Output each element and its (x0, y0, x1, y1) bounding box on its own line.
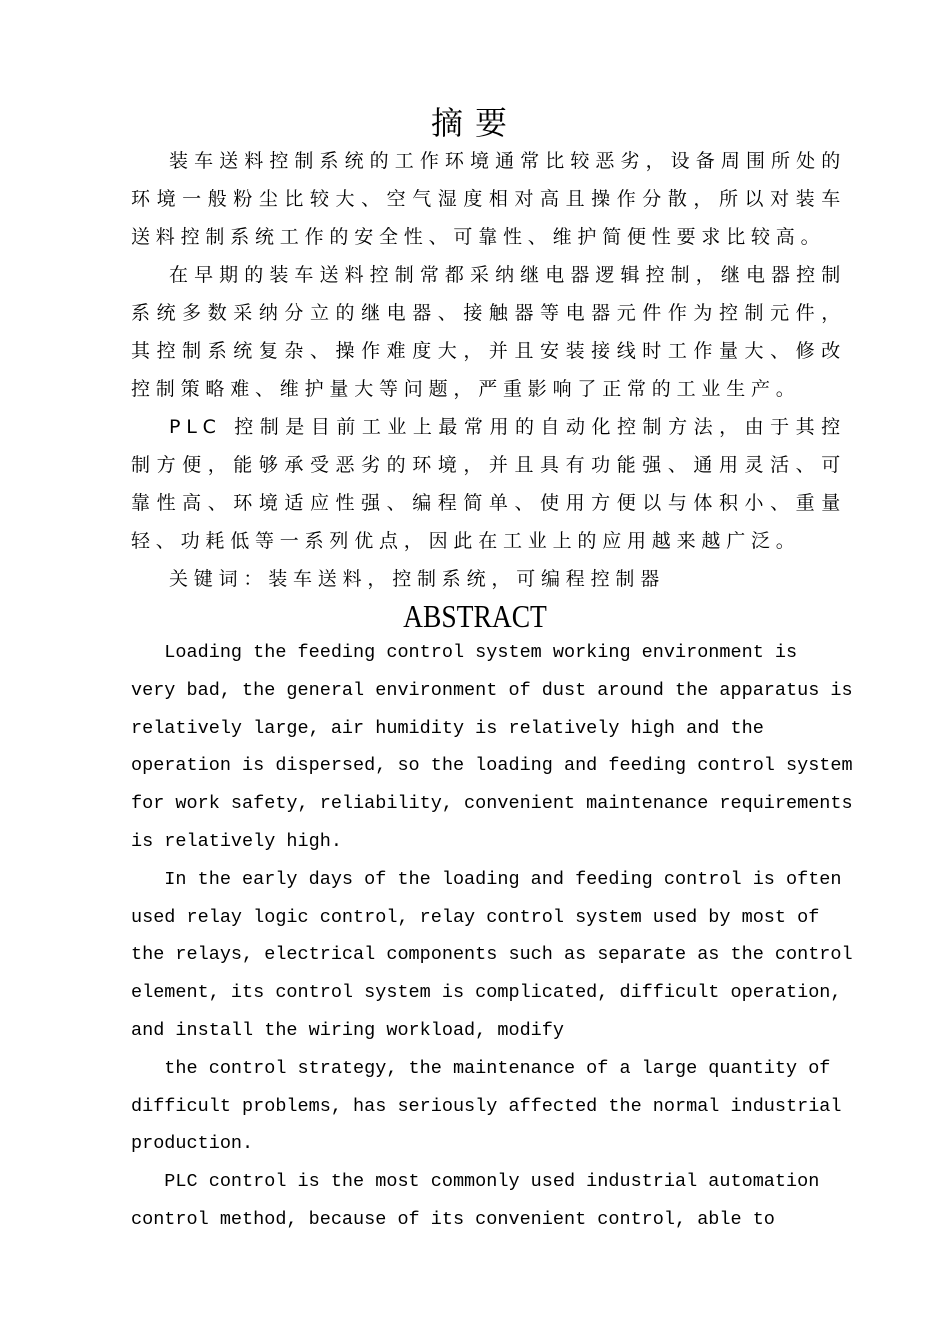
english-line: the control strategy, the maintenance of a large quantity of (131, 1057, 831, 1079)
english-line: element, its control system is complicated, difficult operation, (131, 982, 842, 1004)
english-line: is relatively high. (131, 830, 342, 852)
chinese-keywords: 关键词：装车送料，控制系统，可编程控制器 (169, 568, 666, 590)
english-line: difficult problems, has seriously affected the normal industrial (131, 1095, 842, 1117)
english-line: Loading the feeding control system working environment is (131, 642, 798, 663)
english-line: and install the wiring workload, modify (131, 1019, 564, 1041)
english-line: control method, because of its convenient control, able to (131, 1208, 775, 1230)
english-line: In the early days of the loading and feeding control is often (131, 868, 842, 890)
english-line: used relay logic control, relay control system used by most of (131, 906, 820, 928)
english-line: very bad, the general environment of dust around the apparatus is (131, 679, 853, 701)
chinese-paragraph-1: 装车送料控制系统的工作环境通常比较恶劣，设备周围所处的环境一般粉尘比较大、空气湿度相对高且操作分散，所以对装车送料控制系统工作的安全性、可靠性、维护简便性要求比较高。 (131, 150, 846, 248)
chinese-abstract-title: 摘要 (430, 104, 519, 142)
english-line: production. (131, 1133, 254, 1155)
chinese-abstract-body (131, 142, 846, 598)
chinese-paragraph-3: PLC 控制是目前工业上最常用的自动化控制方法，由于其控制方便，能够承受恶劣的环境，并且具有功能强、通用灵活、可靠性高、环境适应性强、编程简单、使用方便以与体积小、重量轻、功耗低等一系列优点，因此在工业上的应用越来越广泛。 (131, 416, 846, 552)
english-abstract-title: ABSTRACT (403, 598, 547, 634)
english-line: operation is dispersed, so the loading and feeding control system (131, 755, 853, 777)
english-abstract-body (131, 634, 871, 1239)
chinese-paragraph-2: 在早期的装车送料控制常都采纳继电器逻辑控制，继电器控制系统多数采纳分立的继电器、接触器等电器元件作为控制元件，其控制系统复杂、操作难度大，并且安装接线时工作量大、修改控制策略难、维护量大等问题，严重影响了正常的工业生产。 (131, 264, 846, 400)
english-line: for work safety, reliability, convenient maintenance requirements (131, 793, 853, 815)
english-line: relatively large, air humidity is relatively high and the (131, 717, 764, 739)
english-line: the relays, electrical components such as separate as the control (131, 944, 853, 966)
english-line: PLC control is the most commonly used industrial automation (131, 1171, 820, 1193)
